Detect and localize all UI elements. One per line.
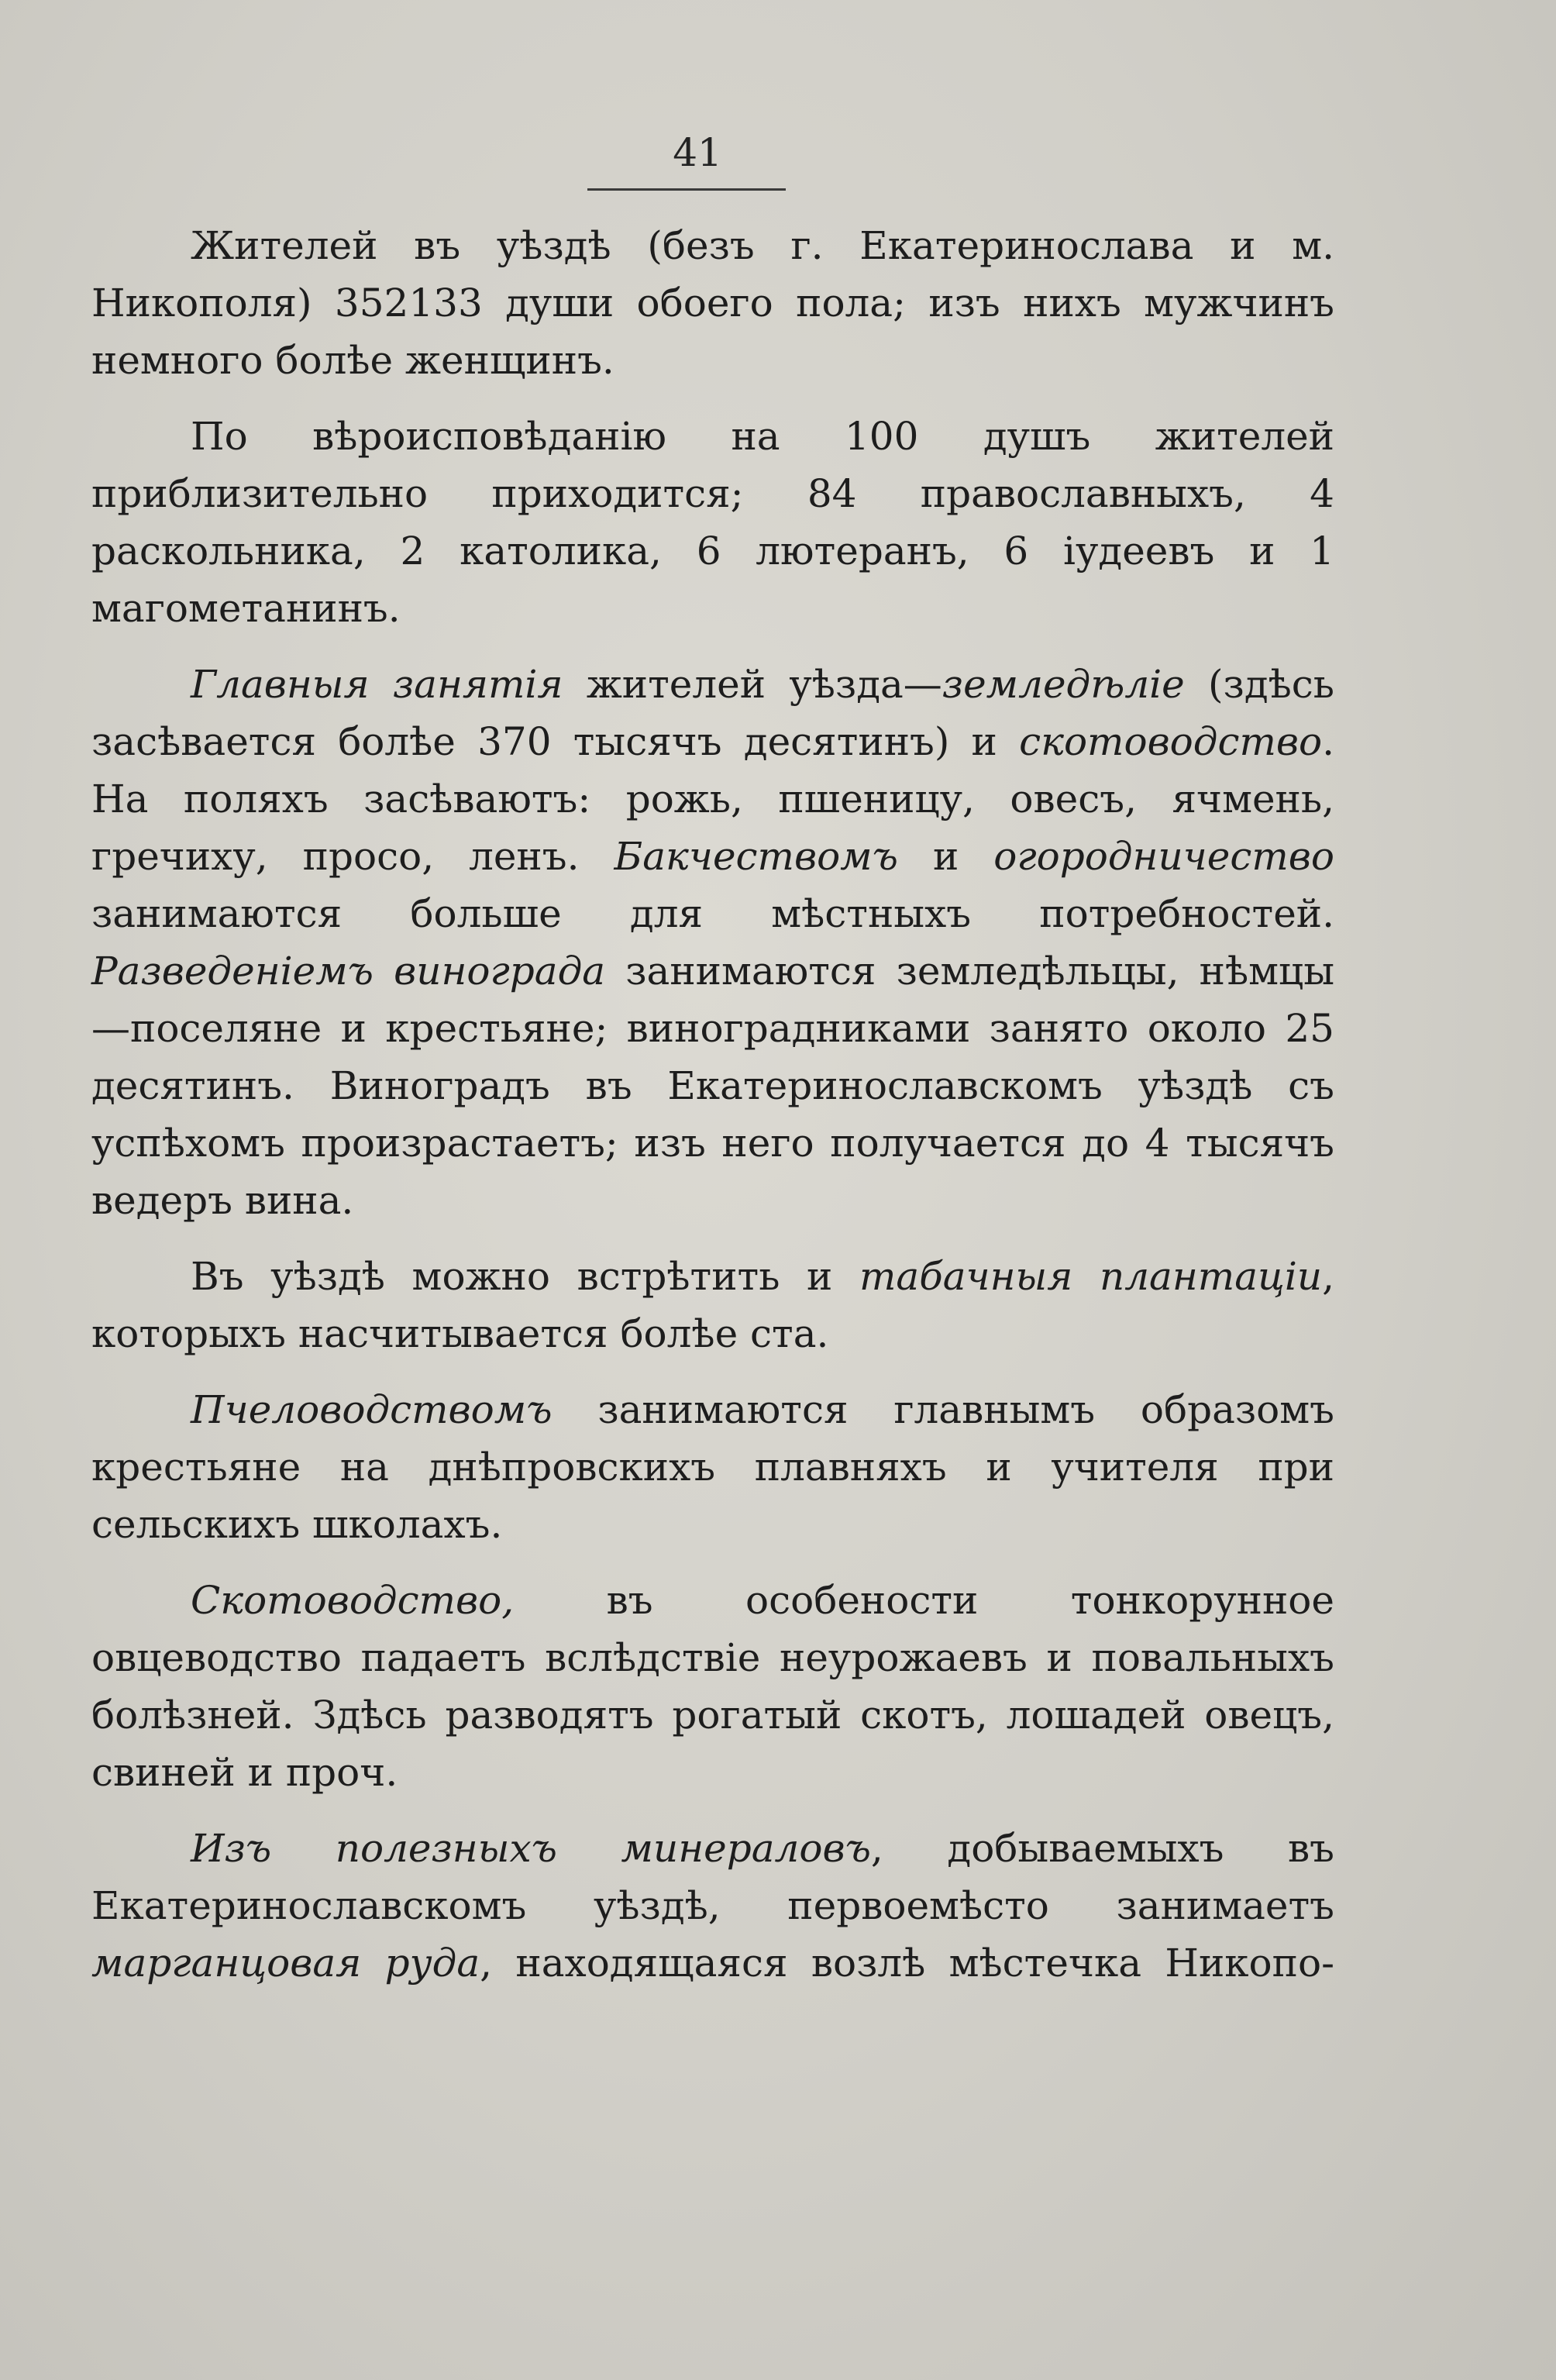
header-rule bbox=[587, 188, 786, 191]
text-run: (здѣсь засѣвается болѣе 370 тысячъ десятинъ) и bbox=[91, 662, 1334, 764]
text-run: занимаются земледѣльцы, нѣмцы—поселяне и крестьяне; виноградниками занято около 25 десятинъ. Виноградъ въ Екатеринославскомъ уѣздѣ съ успѣхомъ произрастаетъ; изъ него получается до 4 тысячъ ведеръ вина. bbox=[91, 949, 1334, 1223]
italic-term: табачныя плантаціи bbox=[859, 1254, 1323, 1299]
italic-term: огородничество bbox=[993, 834, 1334, 879]
text-run: въ особености тонкорунное овцеводство падаетъ вслѣдствіе неурожаевъ и повальныхъ болѣзней. Здѣсь разводятъ рогатый скотъ, лошадей овецъ, свиней и проч. bbox=[91, 1578, 1334, 1795]
text-run: . На поляхъ засѣваютъ: рожь, пшеницу, овесъ, ячмень, гречиху, просо, ленъ. bbox=[91, 719, 1334, 879]
text-run: занимаются больше для мѣстныхъ потребностей. bbox=[91, 891, 1334, 936]
text-run: , добываемыхъ въ Екатеринославскомъ уѣздѣ, первоемѣсто занимаетъ bbox=[91, 1826, 1334, 1928]
text-body bbox=[91, 217, 1334, 2010]
text-run: и bbox=[897, 834, 994, 879]
text-run: Жителей въ уѣздѣ (безъ г. Екатеринослава и м. Никополя) 352133 души обоего пола; изъ нихъ мужчинъ немного болѣе женщинъ. bbox=[91, 223, 1334, 383]
paragraph-p4 bbox=[91, 1248, 1334, 1362]
page-number: 41 bbox=[673, 130, 722, 175]
paragraph-p3 bbox=[91, 656, 1334, 1229]
italic-term: Скотоводство, bbox=[191, 1578, 515, 1623]
paragraph-p2 bbox=[91, 408, 1334, 637]
italic-term: земледѣліе bbox=[942, 662, 1185, 707]
text-run: жителей уѣзда— bbox=[563, 662, 942, 707]
text-run: , находящаяся возлѣ мѣстечка Никопо- bbox=[480, 1941, 1334, 1986]
italic-term: Пчеловодствомъ bbox=[191, 1387, 553, 1432]
text-run: Въ уѣздѣ можно встрѣтить и bbox=[191, 1254, 859, 1299]
paragraph-p7 bbox=[91, 1820, 1334, 1992]
italic-term: Бакчествомъ bbox=[614, 834, 898, 879]
text-run: занимаются главнымъ образомъ крестьяне на днѣпровскихъ плавняхъ и учителя при сельскихъ школахъ. bbox=[91, 1387, 1334, 1547]
italic-term: Разведеніемъ винограда bbox=[91, 949, 606, 994]
paragraph-p1 bbox=[91, 217, 1334, 389]
paragraph-p5 bbox=[91, 1381, 1334, 1553]
text-run: По вѣроисповѣданію на 100 душъ жителей приблизительно приходится; 84 православныхъ, 4 раскольника, 2 католика, 6 лютеранъ, 6 іудеевъ и 1 магометанинъ. bbox=[91, 414, 1334, 631]
paragraph-p6 bbox=[91, 1572, 1334, 1801]
italic-term: марганцовая руда bbox=[91, 1941, 480, 1986]
italic-term: Главныя занятія bbox=[191, 662, 563, 707]
italic-term: Изъ полезныхъ минераловъ bbox=[191, 1826, 871, 1871]
text-run: , которыхъ насчитывается болѣе ста. bbox=[91, 1254, 1334, 1356]
italic-term: скотоводство bbox=[1019, 719, 1323, 764]
